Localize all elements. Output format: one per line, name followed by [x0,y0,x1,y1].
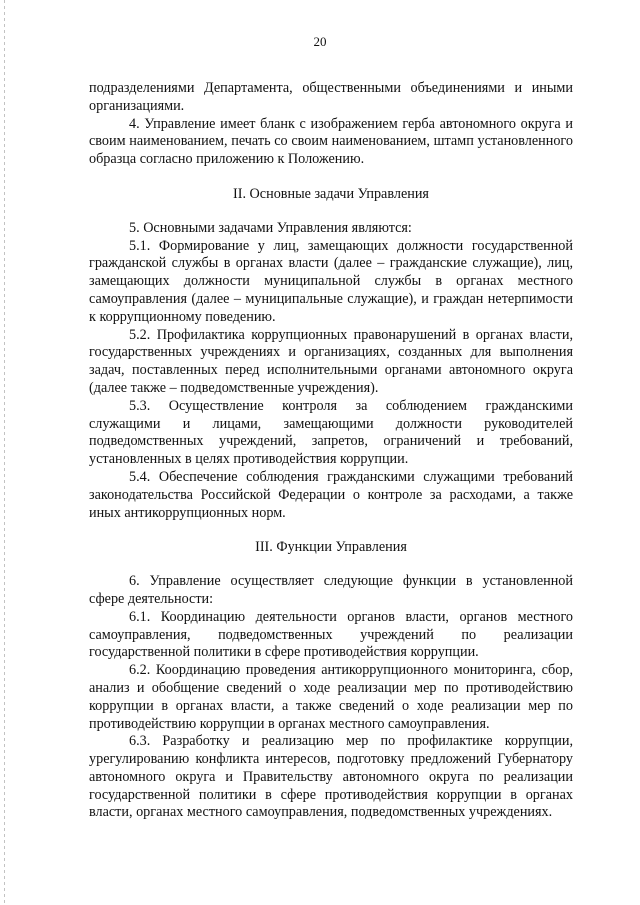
paragraph: 5.3. Осуществление контроля за соблюдением гражданскими служащими и лицами, замещающими должности руководителей подведомственных учреждений, запретов, ограничений и требований, установленных в целях противодействия коррупции. [89,397,573,468]
scan-edge-line [4,0,5,905]
paragraph: 6.1. Координацию деятельности органов власти, органов местного самоуправления, подведомственных учреждений по реализации государственной политики в сфере противодействия коррупции. [89,608,573,661]
section-heading: II. Основные задачи Управления [233,185,429,202]
paragraph: подразделениями Департамента, общественными объединениями и иными организациями. [89,80,573,114]
document-body [89,80,573,822]
paragraph: 5. Основными задачами Управления являются: [129,219,412,236]
paragraph: 6.2. Координацию проведения антикоррупционного мониторинга, сбор, анализ и обобщение сведений о ходе реализации мер по противодействию коррупции в органах власти, а также сведений о ходе реализации мер по противодействию коррупции в органах местного самоуправления. [89,662,573,732]
paragraph: 5.2. Профилактика коррупционных правонарушений в органах власти, государственных учреждениях и организациях, созданных для выполнения задач, поставленных перед исполнительными органами автономного округа (далее также – подведомственные учреждения). [89,326,573,396]
paragraph: 4. Управление имеет бланк с изображением герба автономного округа и своим наименованием, печать со своим наименованием, штамп установленного образца согласно приложению к Положению. [89,115,573,168]
paragraph: 6.3. Разработку и реализацию мер по профилактике коррупции, урегулированию конфликта интересов, подготовку предложений Губернатору автономного округа и Правительству автономного округа по реализации государственной политики в сфере противодействия коррупции в органах власти, органах местного самоуправления, подведомственных учреждениях. [89,733,573,821]
paragraph: 5.1. Формирование у лиц, замещающих должности государственной гражданской службы в органах власти (далее – гражданские служащие), лиц, замещающих должности муниципальной службы в органах местного самоуправления (далее – муниципальные служащие), и граждан нетерпимости к коррупционному поведению. [89,237,573,325]
page-number: 20 [313,34,327,49]
section-heading: III. Функции Управления [255,539,407,556]
paragraph: 6. Управление осуществляет следующие функции в установленной сфере деятельности: [89,573,573,607]
paragraph: 5.4. Обеспечение соблюдения гражданскими служащими требований законодательства Российской Федерации о контроле за расходами, а также иных антикоррупционных норм. [89,468,573,521]
